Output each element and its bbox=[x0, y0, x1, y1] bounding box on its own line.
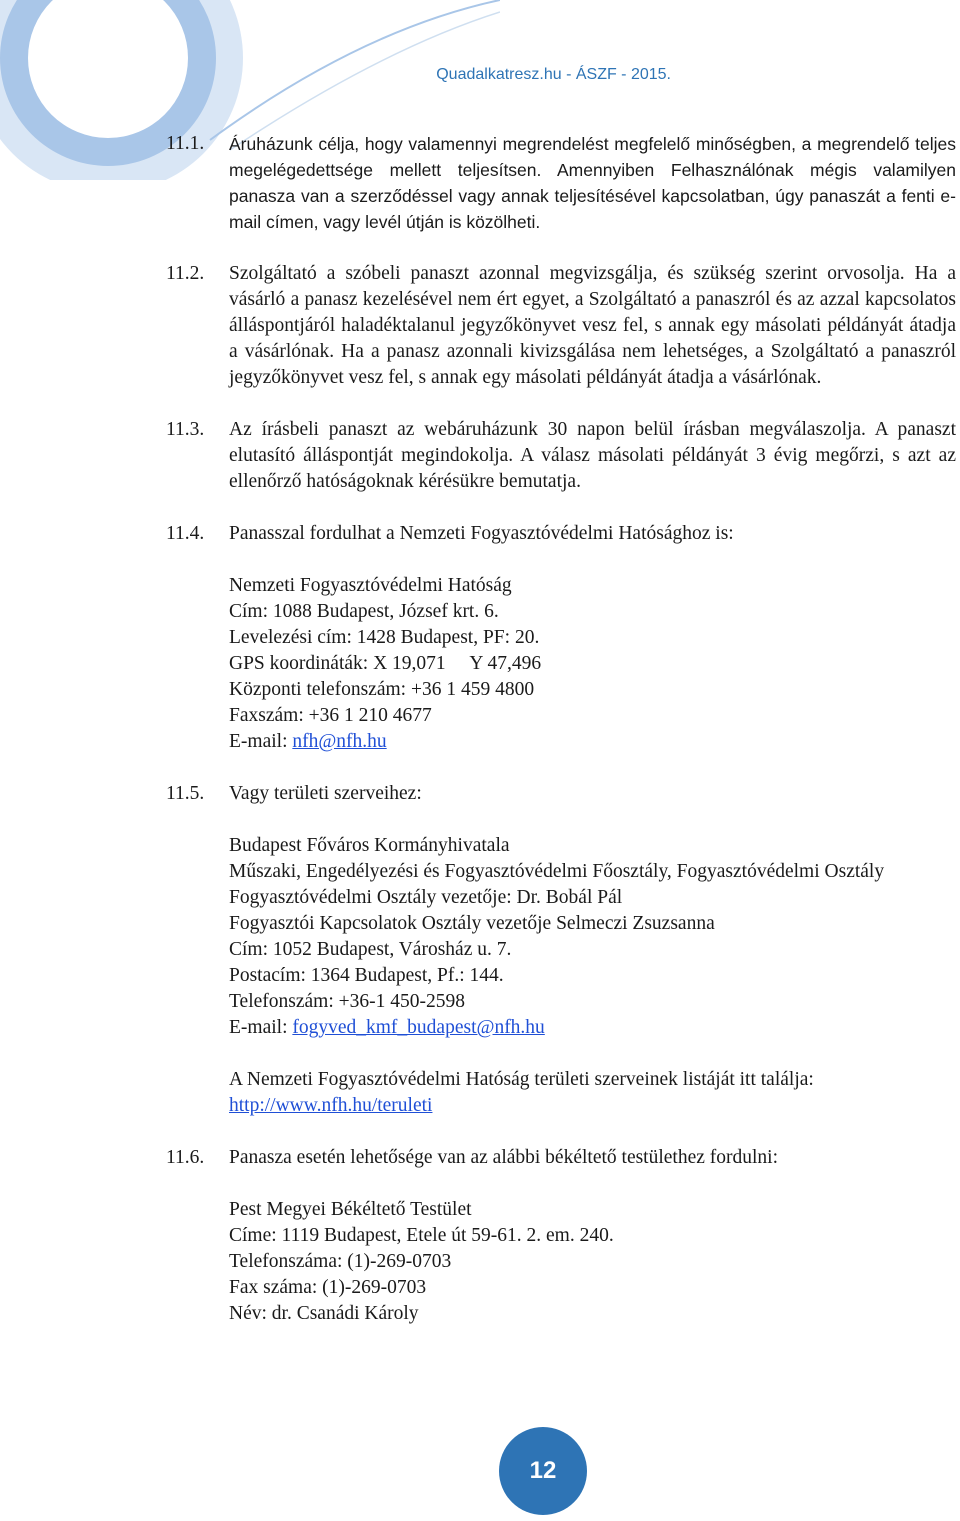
office-list-text: A Nemzeti Fogyasztóvédelmi Hatóság területi szerveinek listáját itt találja: bbox=[229, 1069, 814, 1090]
office-phone: Telefonszám: +36-1 450-2598 bbox=[229, 991, 465, 1012]
section-number: 11.5. bbox=[166, 783, 205, 804]
section-intro: Panasszal fordulhat a Nemzeti Fogyasztóvédelmi Hatósághoz is: bbox=[229, 523, 734, 544]
office-email-link[interactable]: fogyved_kmf_budapest@nfh.hu bbox=[292, 1017, 545, 1038]
section-intro: Vagy területi szerveihez: bbox=[229, 783, 422, 804]
document-header: Quadalkatresz.hu - ÁSZF - 2015. bbox=[436, 66, 671, 83]
authority-mail-address: Levelezési cím: 1428 Budapest, PF: 20. bbox=[229, 627, 540, 648]
section-11-1 bbox=[166, 131, 956, 235]
email-label: E-mail: bbox=[229, 1017, 293, 1038]
authority-phone: Központi telefonszám: +36 1 459 4800 bbox=[229, 679, 535, 700]
section-intro: Panasza esetén lehetősége van az alábbi békéltető testülethez fordulni: bbox=[229, 1147, 779, 1168]
board-phone: Telefonszáma: (1)-269-0703 bbox=[229, 1251, 452, 1272]
section-number: 11.3. bbox=[166, 419, 205, 440]
office-address: Cím: 1052 Budapest, Városház u. 7. bbox=[229, 939, 512, 960]
section-11-2 bbox=[166, 261, 956, 391]
authority-address: Cím: 1088 Budapest, József krt. 6. bbox=[229, 601, 499, 622]
email-label: E-mail: bbox=[229, 731, 293, 752]
page-number: 12 bbox=[529, 1457, 557, 1484]
board-name: Pest Megyei Békéltető Testület bbox=[229, 1199, 472, 1220]
section-number: 11.4. bbox=[166, 523, 205, 544]
section-paragraph: Szolgáltató a szóbeli panaszt azonnal megvizsgálja, és szükség szerint orvosolja. Ha a vásárló a panasz kezelésével nem ért egyet, a Szolgáltató a panaszról és az azzal kapcsolatos álláspontjáról haladéktalanul jegyzőkönyvet vesz fel, s annak egy másolati példányát átadja a vásárlónak. Ha a panasz azonnali kivizsgálása nem lehetséges, a Szolgáltató a panaszról jegyzőkönyvet vesz fel, s annak egy másolati példányát átadja a vásárlónak. bbox=[229, 263, 956, 388]
section-number: 11.2. bbox=[166, 263, 205, 284]
authority-gps: GPS koordináták: X 19,071 Y 47,496 bbox=[229, 653, 542, 674]
office-postal-address: Postacím: 1364 Budapest, Pf.: 144. bbox=[229, 965, 504, 986]
board-address: Címe: 1119 Budapest, Etele út 59-61. 2. em. 240. bbox=[229, 1225, 614, 1246]
section-paragraph: Az írásbeli panaszt az webáruházunk 30 napon belül írásban megválaszolja. A panaszt elutasító álláspontját megindokolja. A válasz másolati példányát 3 évig megőrzi, s azt az ellenőrző hatóságoknak kérésükre bemutatja. bbox=[229, 419, 956, 492]
board-fax: Fax száma: (1)-269-0703 bbox=[229, 1277, 427, 1298]
authority-fax: Faxszám: +36 1 210 4677 bbox=[229, 705, 432, 726]
board-contact-name: Név: dr. Csanádi Károly bbox=[229, 1303, 419, 1324]
office-email-row bbox=[229, 1015, 956, 1041]
section-11-5 bbox=[166, 781, 956, 1119]
office-name: Budapest Főváros Kormányhivatala bbox=[229, 835, 510, 856]
section-number: 11.1. bbox=[166, 133, 205, 154]
office-department: Műszaki, Engedélyezési és Fogyasztóvédelmi Főosztály, Fogyasztóvédelmi Osztály bbox=[229, 861, 885, 882]
section-paragraph: Áruházunk célja, hogy valamennyi megrendelést megfelelő minőségben, a megrendelő teljes megelégedettsége mellett teljesítsen. Amennyiben Felhasználónak mégis valamilyen panasza van a szerződéssel vagy annak teljesítésével kapcsolatban, úgy panaszát a fenti e-mail címen, vagy levél útján is közölheti. bbox=[229, 134, 956, 232]
office-head: Fogyasztóvédelmi Osztály vezetője: Dr. Bobál Pál bbox=[229, 887, 623, 908]
office-contact-head: Fogyasztói Kapcsolatok Osztály vezetője Selmeczi Zsuzsanna bbox=[229, 913, 715, 934]
authority-name: Nemzeti Fogyasztóvédelmi Hatóság bbox=[229, 575, 512, 596]
document-body bbox=[166, 131, 956, 1353]
section-number: 11.6. bbox=[166, 1147, 205, 1168]
office-list-link[interactable]: http://www.nfh.hu/teruleti bbox=[229, 1095, 433, 1116]
section-11-4 bbox=[166, 521, 956, 755]
section-11-6 bbox=[166, 1145, 956, 1327]
authority-email-link[interactable]: nfh@nfh.hu bbox=[292, 731, 387, 752]
page-number-badge bbox=[499, 1427, 587, 1515]
authority-email-row bbox=[229, 729, 956, 755]
section-11-3 bbox=[166, 417, 956, 495]
